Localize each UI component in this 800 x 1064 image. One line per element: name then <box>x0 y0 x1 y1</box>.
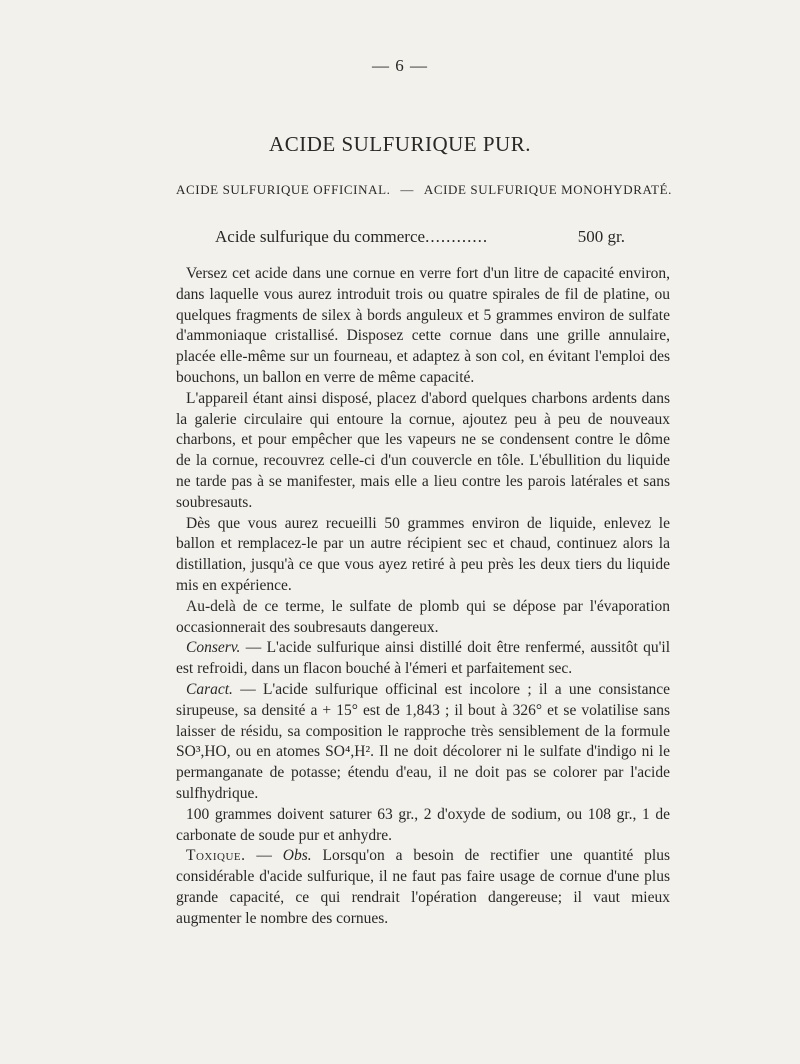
body-text <box>176 264 670 930</box>
paragraph-conservation <box>176 638 670 680</box>
page-number: — 6 — <box>372 56 428 75</box>
recipe-leader-dots: ............ <box>425 227 489 246</box>
characteristics-text: — L'acide sulfurique officinal est incolore ; il a une consistance sirupeuse, sa densité a + 15° est de 1,843 ; il bout à 326° et se volatilise sans laisser de résidu, sa composition le rapproche très sensiblement de la formule SO³,HO, ou en atomes SO⁴,H². Il ne doit décolorer ni le sulfate d'indigo ni le permanganate de potasse; étendu d'eau, il ne doit pas se colorer par l'acide sulfhydrique. <box>176 680 670 802</box>
conservation-text: — L'acide sulfurique ainsi distillé doit être renfermé, aussitôt qu'il est refroidi, dans un flacon bouché à l'émeri et parfaitement sec. <box>176 639 670 678</box>
paragraph-characteristics <box>176 680 670 805</box>
paragraph-toxic <box>176 846 670 929</box>
obs-label: Obs. <box>282 847 312 865</box>
paragraph-limit: Au-delà de ce terme, le sulfate de plomb qui se dépose par l'évaporation occasionnerait des soubresauts dangereux. <box>176 597 670 636</box>
recipe-quantity: 500 gr. <box>577 227 625 246</box>
recipe-line <box>215 227 625 247</box>
toxic-label: Toxique. <box>186 847 246 865</box>
subtitle-left: ACIDE SULFURIQUE OFFICINAL. <box>176 182 391 197</box>
page-title: ACIDE SULFURIQUE PUR. <box>269 132 531 156</box>
characteristics-label: Caract. <box>186 680 233 698</box>
paragraph-distillation: Dès que vous aurez recueilli 50 grammes environ de liquide, enlevez le ballon et remplacez-le par un autre récipient sec et chaud, continuez alors la distillation, jusqu'à ce que vous ayez retiré à peu près les deux tiers du liquide mis en expérience. <box>176 514 670 594</box>
toxic-text: Lorsqu'on a besoin de rectifier une quantité plus considérable d'acide sulfurique, il ne faut pas faire usage de cornue d'une plus grande capacité, ce qui rendrait l'opération dangereuse; il vaut mieux augmenter le nombre des cornues. <box>176 847 670 927</box>
paragraph-preparation: Versez cet acide dans une cornue en verre fort d'un litre de capacité environ, dans laquelle vous aurez introduit trois ou quatre spirales de fil de platine, ou quelques fragments de silex à bords anguleux et 5 grammes environ de sulfate d'ammoniaque cristallisé. Disposez cette cornue dans une grille annulaire, placée elle-même sur un fourneau, et adaptez à son col, en évitant l'emploi des bouchons, un ballon en verre de même capacité. <box>176 265 670 386</box>
subtitle <box>176 182 672 198</box>
paragraph-apparatus: L'appareil étant ainsi disposé, placez d'abord quelques charbons ardents dans la galerie circulaire qui entoure la cornue, ajoutez peu à peu de nouveaux charbons, et pour empêcher que les vapeurs ne se condensent contre le dôme de la cornue, recouvrez celle-ci d'un couvercle en tôle. L'ébullition du liquide ne tarde pas à se manifester, mais elle a lieu contre les parois latérales et sans soubresauts. <box>176 389 670 511</box>
conservation-label: Conserv. <box>186 639 241 657</box>
toxic-dash: — <box>245 847 283 865</box>
recipe-ingredient: Acide sulfurique du commerce <box>215 227 426 246</box>
subtitle-right: ACIDE SULFURIQUE MONOHYDRATÉ. <box>423 182 672 197</box>
subtitle-dash: — <box>400 182 414 197</box>
paragraph-saturation: 100 grammes doivent saturer 63 gr., 2 d'oxyde de sodium, ou 108 gr., 1 de carbonate de soude pur et anhydre. <box>176 805 670 844</box>
